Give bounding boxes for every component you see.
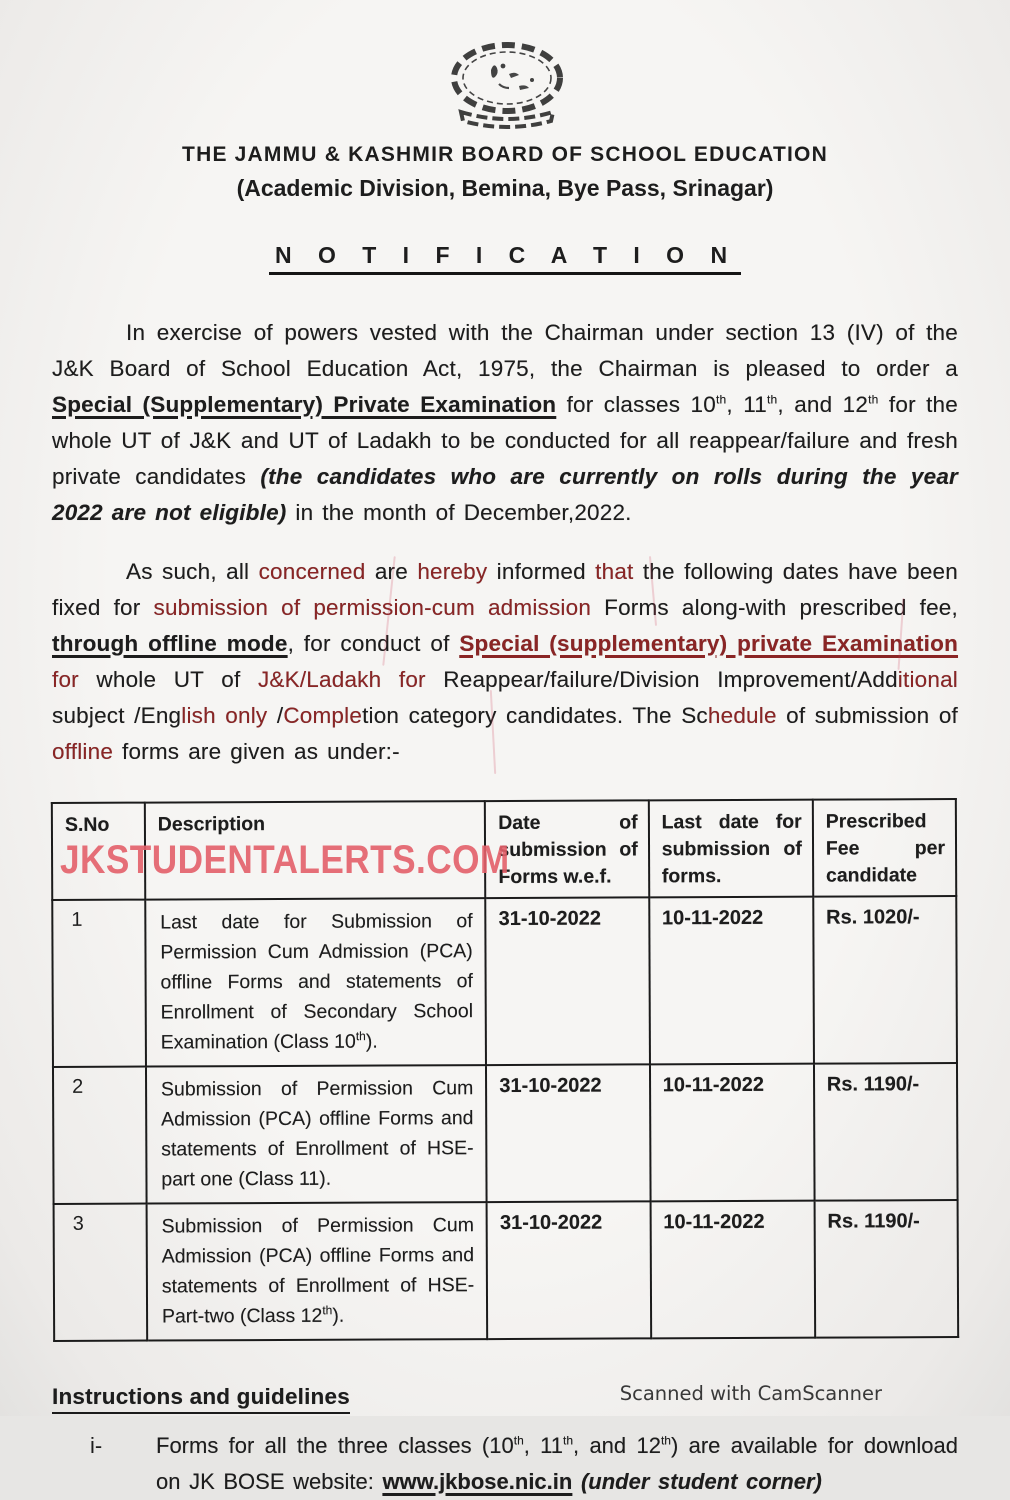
instructions-heading: Instructions and guidelines bbox=[52, 1384, 350, 1414]
text-segment: Last date for Submission of Permission Cum Admission (PCA) offline Forms and statements of Enrollment of Secondary School Examination (Class 10 bbox=[160, 909, 474, 1054]
cell-fee: Rs. 1190/- bbox=[814, 1200, 958, 1338]
text-segment: th bbox=[715, 392, 727, 407]
text-segment: Submission of Permission Cum Admission (PCA) offline Forms and statements of Enrollment of HSE-Part-two (Class 12 bbox=[161, 1213, 475, 1327]
text-segment: offline bbox=[52, 738, 114, 764]
text-segment: th bbox=[513, 1433, 524, 1448]
col-header-description: Description bbox=[145, 801, 486, 899]
cell-last-date: 10-11-2022 bbox=[650, 1200, 815, 1338]
org-address: (Academic Division, Bemina, Bye Pass, Srinagar) bbox=[236, 175, 774, 201]
text-segment: th bbox=[766, 392, 778, 407]
text-segment: , 11 bbox=[726, 392, 767, 417]
text-segment: th bbox=[563, 1433, 574, 1448]
camscanner-credit: Scanned with CamScanner bbox=[619, 1382, 882, 1405]
text-segment: hereby bbox=[417, 558, 488, 584]
text-segment: th bbox=[322, 1302, 333, 1317]
cell-description bbox=[146, 1202, 487, 1340]
text-segment: informed bbox=[487, 558, 596, 584]
cell-fee: Rs. 1190/- bbox=[814, 1063, 958, 1201]
text-segment: , and 12 bbox=[573, 1432, 661, 1458]
text-segment: subject /Eng bbox=[52, 702, 182, 728]
header-logo-area bbox=[0, 0, 1010, 275]
paragraph-schedule-intro bbox=[52, 554, 958, 770]
text-segment: whole UT of bbox=[78, 666, 258, 692]
text-segment: ). bbox=[332, 1304, 345, 1327]
cell-date-from: 31-10-2022 bbox=[486, 1064, 650, 1202]
text-segment: th bbox=[868, 392, 879, 407]
text-segment: in the month of December,2022. bbox=[286, 500, 632, 525]
cell-date-from: 31-10-2022 bbox=[487, 1201, 651, 1339]
instruction-item bbox=[52, 1428, 958, 1500]
text-segment: th bbox=[355, 1028, 366, 1043]
text-segment: itional bbox=[897, 666, 958, 692]
board-emblem-icon bbox=[435, 40, 575, 132]
cell-date-from: 31-10-2022 bbox=[486, 897, 650, 1065]
text-segment: Submission of Permission Cum Admission (PCA) offline Forms and statements of Enrollment of HSE-part one (Class 11). bbox=[160, 1076, 474, 1191]
col-header-sno: S.No bbox=[52, 802, 145, 899]
text-segment: of submission of bbox=[776, 702, 958, 728]
text-segment: lish only bbox=[181, 702, 268, 728]
text-segment: Reappear/failure/Division Improvement/Add bbox=[425, 666, 898, 692]
notification-heading-wrap bbox=[0, 242, 1010, 275]
document-body bbox=[52, 315, 958, 1500]
schedule-table-wrap bbox=[52, 800, 958, 1340]
cell-fee: Rs. 1020/- bbox=[813, 896, 957, 1064]
org-name: THE JAMMU & KASHMIR BOARD OF SCHOOL EDUCATION bbox=[182, 143, 828, 166]
cell-last-date: 10-11-2022 bbox=[650, 1063, 815, 1201]
text-segment: ). bbox=[365, 1030, 378, 1053]
col-header-date-from: Date of submission of Forms w.e.f. bbox=[485, 800, 649, 898]
text-segment: for classes 10 bbox=[556, 392, 716, 417]
emphasized-text: Special (Supplementary) Private Examination bbox=[52, 392, 557, 417]
instruction-marker: i- bbox=[90, 1432, 103, 1458]
text-segment: / bbox=[267, 702, 284, 728]
text-segment: forms are given as under:- bbox=[113, 738, 400, 764]
text-segment: tion category candidates. The Sc bbox=[362, 702, 708, 728]
table-row bbox=[52, 896, 957, 1067]
cell-sno: 2 bbox=[53, 1066, 146, 1203]
col-header-last-date: Last date for submission of forms. bbox=[649, 799, 814, 897]
text-segment: that bbox=[595, 558, 634, 584]
text-segment: , for conduct of bbox=[287, 630, 460, 656]
col-header-fee: Prescribed Fee per candidate bbox=[813, 799, 957, 897]
text-segment: ) are available for download on JK BOSE website: bbox=[156, 1432, 959, 1494]
table-row bbox=[54, 1200, 959, 1341]
text-segment: J&K/Ladakh for bbox=[257, 666, 426, 692]
schedule-table-body bbox=[52, 896, 958, 1341]
notification-heading: N O T I F I C A T I O N bbox=[269, 242, 741, 275]
emphasized-text: www.jkbose.nic.in bbox=[382, 1468, 573, 1494]
text-segment: th bbox=[660, 1433, 671, 1448]
emphasized-text: Special (supplementary) private Examination bbox=[459, 630, 959, 656]
text-segment: Forms along-with prescribed fee, bbox=[591, 594, 958, 620]
text-segment: hedule bbox=[707, 702, 777, 728]
text-segment: for bbox=[52, 666, 79, 692]
cell-description bbox=[145, 898, 486, 1066]
text-segment: , 11 bbox=[523, 1432, 564, 1458]
paragraph-powers bbox=[52, 315, 958, 531]
watermark-text: JKSTUDENTALERTS.COM bbox=[60, 837, 510, 882]
instruction-text bbox=[156, 1428, 958, 1500]
text-segment: for the whole UT of J&K and UT of Ladakh to be conducted for all reappear/failure and fresh private candidates bbox=[52, 392, 958, 489]
text-segment: (under student corner) bbox=[580, 1468, 822, 1494]
text-segment: are bbox=[365, 558, 418, 584]
cell-description bbox=[146, 1065, 487, 1203]
emphasized-text: through offline mode bbox=[52, 630, 288, 656]
table-row bbox=[53, 1063, 958, 1204]
text-segment: Comple bbox=[283, 702, 363, 728]
text-segment: (the candidates who are currently on rolls during the year 2022 are not eligible) bbox=[52, 464, 958, 525]
text-segment: As such, all bbox=[126, 558, 259, 584]
text-segment: , and 12 bbox=[777, 392, 869, 417]
text-segment: In exercise of powers vested with the Chairman under section 13 (IV) of the J&K Board of School Education Act, 1975, the Chairman is pleased to order a bbox=[52, 320, 958, 381]
text-segment bbox=[572, 1469, 581, 1494]
cell-sno: 1 bbox=[52, 899, 146, 1066]
cell-sno: 3 bbox=[54, 1203, 147, 1340]
text-segment: Forms for all the three classes (10 bbox=[156, 1432, 514, 1458]
text-segment: concerned bbox=[258, 558, 366, 584]
text-segment: submission of permission-cum admission bbox=[153, 594, 592, 620]
cell-last-date: 10-11-2022 bbox=[649, 896, 814, 1064]
text-segment: the following dates have been fixed for bbox=[52, 558, 958, 620]
